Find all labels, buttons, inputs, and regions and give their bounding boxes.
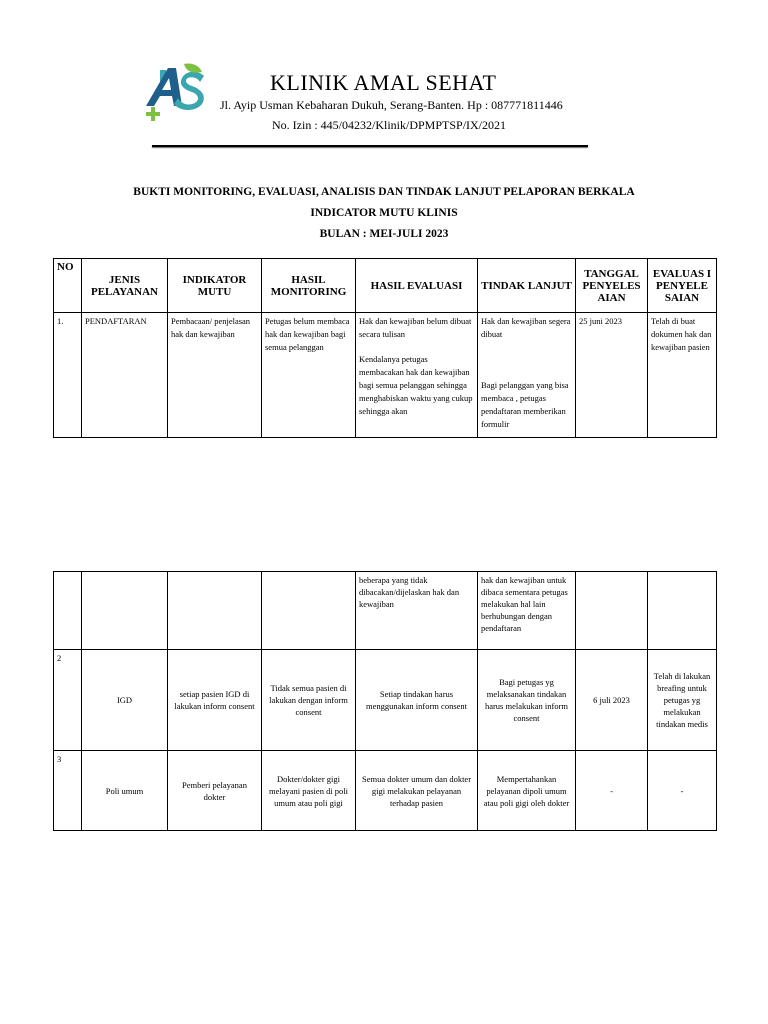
row1-hasil-monitoring: Petugas belum membaca hak dan kewajiban bagi semua pelanggan	[262, 313, 356, 438]
table-row	[54, 650, 717, 751]
row3-hasil-monitoring: Dokter/dokter gigi melayani pasien di poli umum atau poli gigi	[262, 751, 356, 831]
row2-tanggal: 6 juli 2023	[576, 650, 648, 751]
row2-evaluasi: Telah di lakukan breafing untuk petugas yg melakukan tindakan medis	[648, 650, 717, 751]
document-title-line1: BUKTI MONITORING, EVALUASI, ANALISIS DAN TINDAK LANJUT PELAPORAN BERKALA	[133, 186, 635, 198]
row1-evaluasi: Telah di buat dokumen hak dan kewajiban pasien	[648, 313, 717, 438]
row2-no: 2	[54, 650, 82, 751]
row3-no: 3	[54, 751, 82, 831]
row3-hasil-evaluasi: Semua dokter umum dan dokter gigi melakukan pelayanan terhadap pasien	[356, 751, 478, 831]
clinic-permit: No. Izin : 445/04232/Klinik/DPMPTSP/IX/2021	[272, 118, 507, 132]
row3-evaluasi: -	[648, 751, 717, 831]
row3-jenis: Poli umum	[82, 751, 168, 831]
row2-tindak-lanjut: Bagi petugas yg melaksanakan tindakan harus melakukan inform consent	[478, 650, 576, 751]
row3-indikator: Pemberi pelayanan dokter	[168, 751, 262, 831]
row1-tindak-lanjut-para2: Bagi pelanggan yang bisa membaca , petugas pendaftaran memberikan formulir	[481, 380, 569, 429]
table-header-row	[54, 259, 717, 313]
header-indikator: INDIKATOR MUTU	[168, 259, 262, 313]
row1-indikator: Pembacaan/ penjelasan hak dan kewajiban	[168, 313, 262, 438]
row1-hasil-evaluasi-para1: Hak dan kewajiban belum dibuat secara tulisan	[359, 316, 472, 339]
row2-indikator: setiap pasien IGD di lakukan inform consent	[168, 650, 262, 751]
header-no: NO	[54, 259, 82, 313]
row3-tanggal: -	[576, 751, 648, 831]
header-tindak-lanjut: TINDAK LANJUT	[478, 259, 576, 313]
clinic-name: KLINIK AMAL SEHAT	[270, 70, 497, 95]
table-row	[54, 572, 717, 650]
row1-cont-hasil-evaluasi: beberapa yang tidak dibacakan/dijelaskan hak dan kewajiban	[356, 572, 478, 650]
header-tanggal: TANGGAL PENYELES AIAN	[576, 259, 648, 313]
document-title-line2: INDICATOR MUTU KLINIS	[310, 207, 458, 219]
header-hasil-monitoring: HASIL MONITORING	[262, 259, 356, 313]
row1-tindak-lanjut	[478, 313, 576, 438]
row2-hasil-evaluasi: Setiap tindakan harus menggunakan inform consent	[356, 650, 478, 751]
row1-hasil-evaluasi	[356, 313, 478, 438]
row1-cont-tindak-lanjut: hak dan kewajiban untuk dibaca sementara petugas melakukan hal lain berhubungan dengan pendaftaran	[478, 572, 576, 650]
document-title-line3: BULAN : MEI-JULI 2023	[319, 228, 449, 240]
clinic-logo-icon	[142, 62, 206, 128]
table-row	[54, 751, 717, 831]
row1-jenis: PENDAFTARAN	[82, 313, 168, 438]
header-evaluasi: EVALUAS I PENYELE SAIAN	[648, 259, 717, 313]
clinic-address: Jl. Ayip Usman Kebaharan Dukuh, Serang-Banten. Hp : 087771811446	[220, 98, 563, 112]
header-divider	[152, 145, 588, 147]
monitoring-table-part1	[53, 258, 717, 438]
row2-jenis: IGD	[82, 650, 168, 751]
table-row	[54, 313, 717, 438]
row1-no: 1.	[54, 313, 82, 438]
row1-hasil-evaluasi-para2: Kendalanya petugas membacakan hak dan kewajiban bagi semua pelanggan sehingga menghabiskan waktu yang cukup sehingga akan	[359, 354, 473, 416]
row3-tindak-lanjut: Mempertahankan pelayanan dipoli umum atau poli gigi oleh dokter	[478, 751, 576, 831]
row2-hasil-monitoring: Tidak semua pasien di lakukan dengan inform consent	[262, 650, 356, 751]
monitoring-table-part2	[53, 571, 717, 831]
row1-tindak-lanjut-para1: Hak dan kewajiban segera dibuat	[481, 316, 571, 339]
header-jenis: JENIS PELAYANAN	[82, 259, 168, 313]
header-hasil-evaluasi: HASIL EVALUASI	[356, 259, 478, 313]
row1-tanggal: 25 juni 2023	[576, 313, 648, 438]
